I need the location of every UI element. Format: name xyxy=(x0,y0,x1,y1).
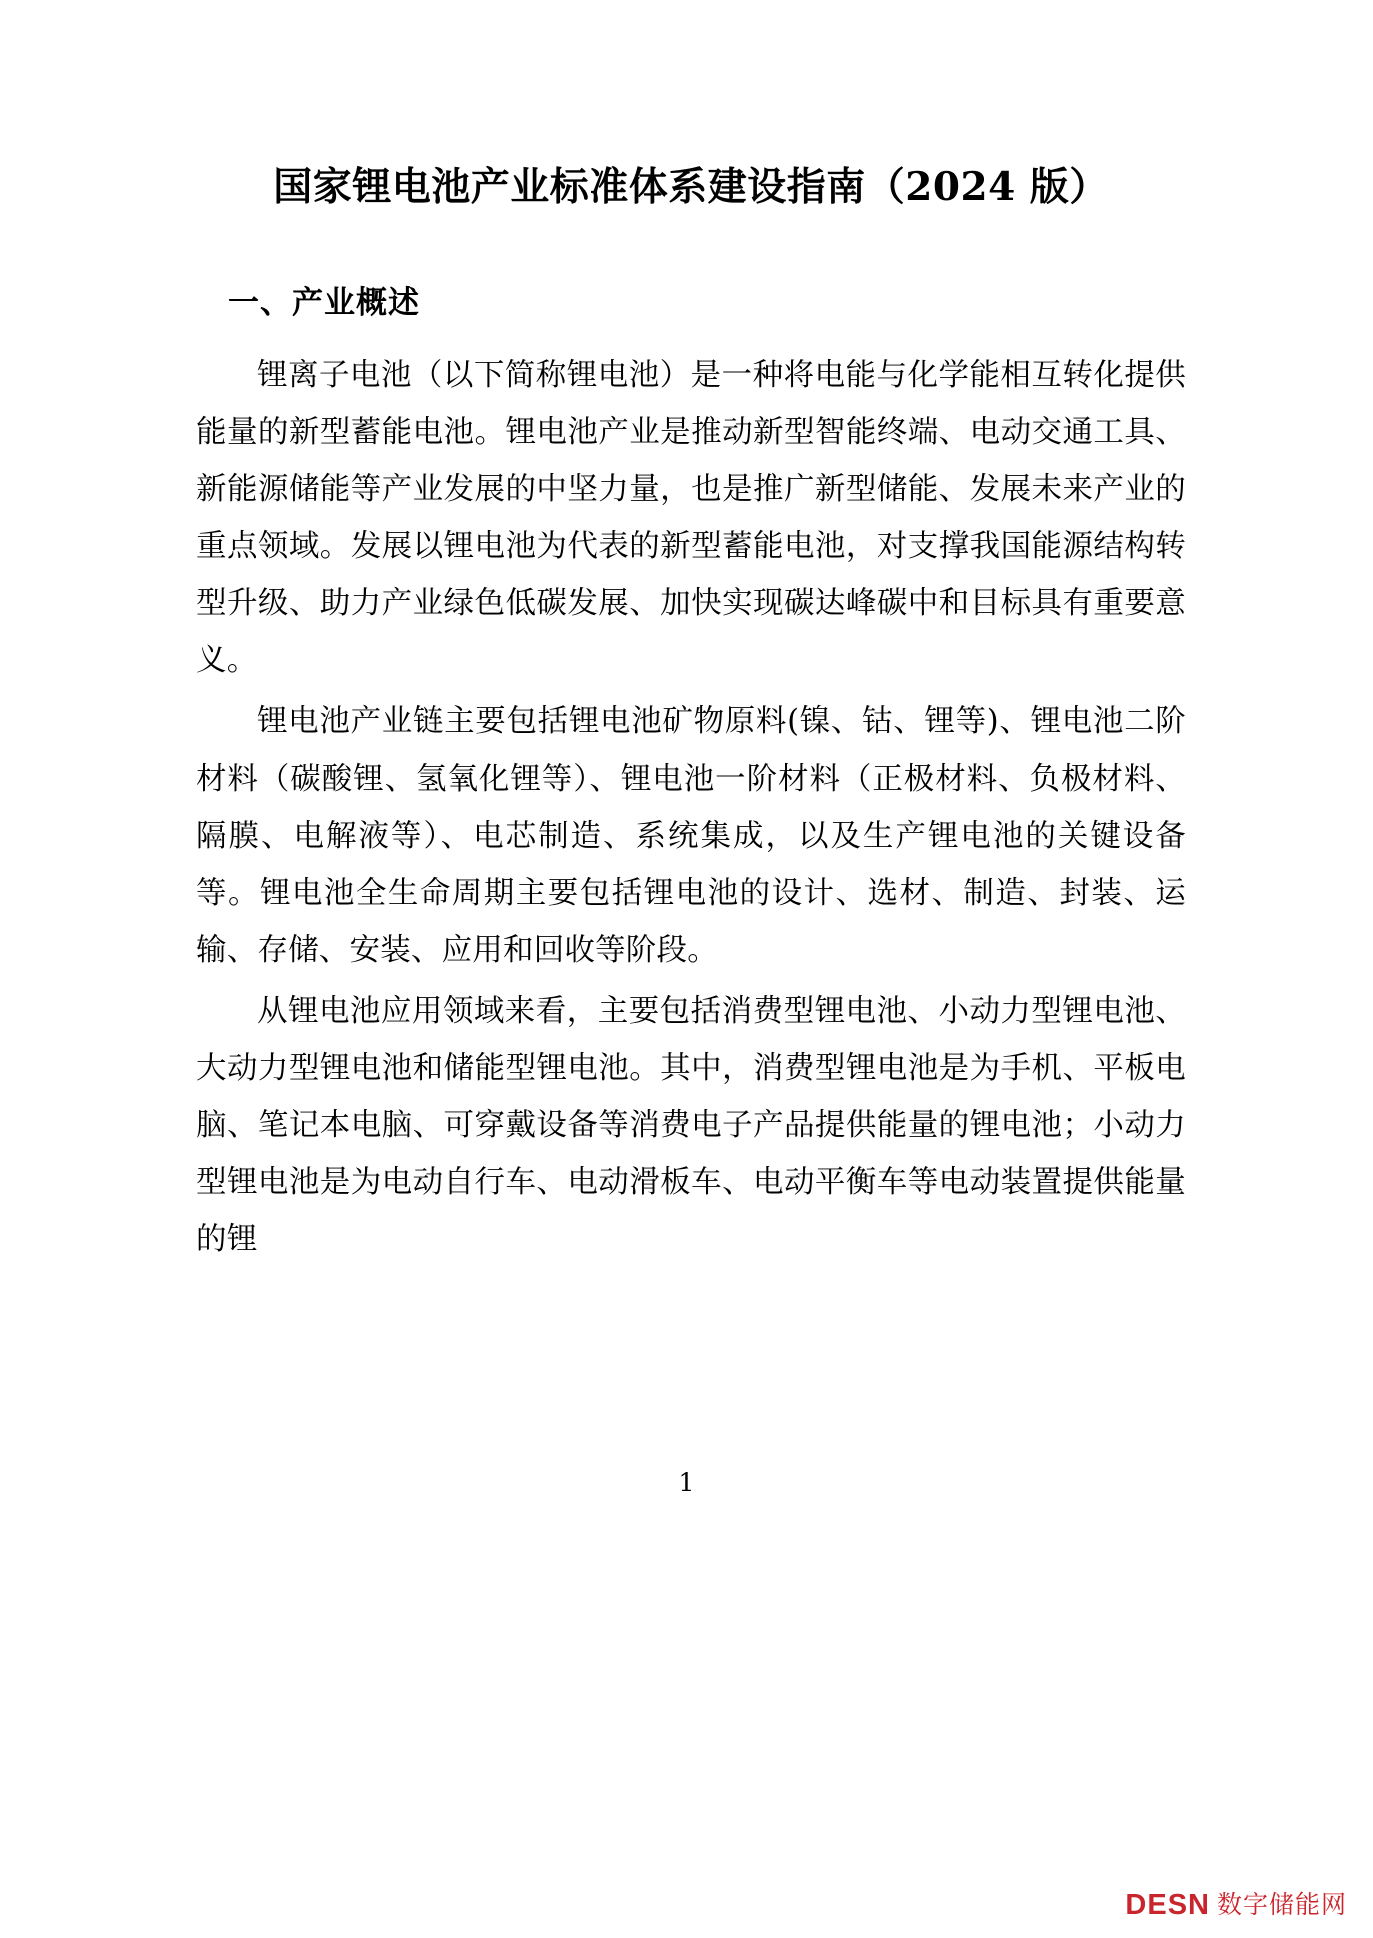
watermark-label: 数字储能网 xyxy=(1216,1891,1347,1919)
paragraph-3: 从锂电池应用领域来看，主要包括消费型锂电池、小动力型锂电池、大动力型锂电池和储能型锂电池。其中，消费型锂电池是为手机、平板电脑、笔记本电脑、可穿戴设备等消费电子产品提供能量的锂电池；小动力型锂电池是为电动自行车、电动滑板车、电动平衡车等电动装置提供能量的锂 xyxy=(196,993,1186,1257)
page-content xyxy=(196,160,1186,1272)
paragraph-2: 锂电池产业链主要包括锂电池矿物原料(镍、钴、锂等)、锂电池二阶材料（碳酸锂、氢氧化锂等）、锂电池一阶材料（正极材料、负极材料、隔膜、电解液等）、电芯制造、系统集成，以及生产锂电池的关键设备等。锂电池全生命周期主要包括锂电池的设计、选材、制造、封装、运输、存储、安装、应用和回收等阶段。 xyxy=(196,704,1186,968)
page-number: 1 xyxy=(678,1468,695,1497)
section-heading-industry-overview: 一、产业概述 xyxy=(228,284,420,321)
page-title: 国家锂电池产业标准体系建设指南（2024 版） xyxy=(273,164,1109,210)
paragraph-1: 锂离子电池（以下简称锂电池）是一种将电能与化学能相互转化提供能量的新型蓄能电池。锂电池产业是推动新型智能终端、电动交通工具、新能源储能等产业发展的中坚力量，也是推广新型储能、发展未来产业的重点领域。发展以锂电池为代表的新型蓄能电池，对支撑我国能源结构转型升级、助力产业绿色低碳发展、加快实现碳达峰碳中和目标具有重要意义。 xyxy=(196,358,1186,679)
watermark-logo: DESN xyxy=(1125,1889,1210,1921)
watermark xyxy=(1125,1891,1347,1920)
